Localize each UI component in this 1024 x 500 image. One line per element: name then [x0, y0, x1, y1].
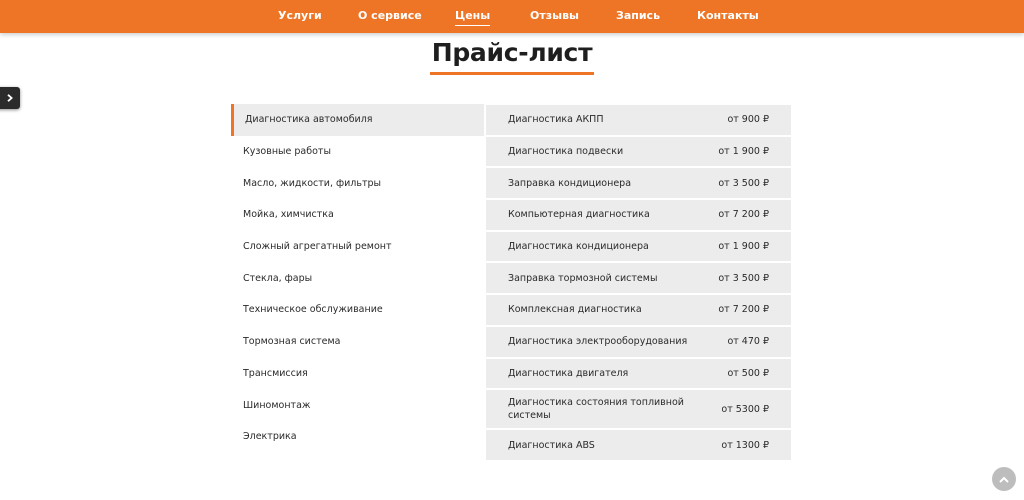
page-title: Прайс-лист: [430, 36, 595, 75]
service-price: от 500 ₽: [727, 367, 769, 379]
price-row: [486, 168, 791, 198]
service-price: от 1300 ₽: [721, 439, 769, 451]
price-row: [486, 295, 791, 325]
category-item-body-work[interactable]: Кузовные работы: [243, 146, 331, 158]
category-item-complex-repair[interactable]: Сложный агрегатный ремонт: [243, 241, 392, 253]
service-name: Диагностика состояния топливной системы: [508, 397, 684, 422]
top-navigation: [0, 0, 1024, 33]
nav-item-reviews[interactable]: Отзывы: [530, 9, 579, 22]
service-name: Диагностика электрооборудования: [508, 336, 688, 348]
price-row: [486, 232, 791, 262]
price-row: [486, 137, 791, 167]
category-item-oil-fluids-filters[interactable]: Масло, жидкости, фильтры: [243, 177, 382, 189]
category-item-brake-system[interactable]: Тормозная система: [243, 336, 341, 348]
category-item-wash-cleaning[interactable]: Мойка, химчистка: [243, 209, 334, 221]
side-panel-toggle-button[interactable]: [0, 87, 20, 109]
nav-item-about[interactable]: О сервисе: [358, 9, 422, 22]
service-name: Заправка тормозной системы: [508, 272, 658, 284]
service-name: Компьютерная диагностика: [508, 209, 650, 221]
price-row: [486, 430, 791, 460]
category-item-electrics[interactable]: Электрика: [243, 431, 297, 443]
price-table: [486, 105, 791, 462]
service-name: Диагностика АКПП: [508, 114, 604, 126]
price-row: [486, 263, 791, 293]
nav-item-contacts[interactable]: Контакты: [697, 9, 759, 22]
category-item-transmission[interactable]: Трансмиссия: [243, 367, 308, 379]
service-price: от 3 500 ₽: [718, 177, 769, 189]
service-price: от 470 ₽: [727, 336, 769, 348]
service-price: от 900 ₽: [727, 114, 769, 126]
category-item-tire-service[interactable]: Шиномонтаж: [243, 399, 311, 411]
service-name: Диагностика подвески: [508, 146, 624, 158]
price-row: [486, 327, 791, 357]
service-name: Заправка кондиционера: [508, 177, 632, 189]
category-list: [231, 104, 484, 453]
category-item-maintenance[interactable]: Техническое обслуживание: [243, 304, 383, 316]
nav-item-booking[interactable]: Запись: [616, 9, 661, 22]
service-price: от 1 900 ₽: [718, 146, 769, 158]
service-price: от 3 500 ₽: [718, 272, 769, 284]
chevron-right-icon: [7, 94, 13, 102]
price-row: [486, 105, 791, 135]
page-title-wrapper: [0, 36, 1024, 75]
service-price: от 7 200 ₽: [718, 304, 769, 316]
service-name: Диагностика ABS: [508, 439, 595, 451]
service-price: от 7 200 ₽: [718, 209, 769, 221]
nav-item-prices[interactable]: Цены: [455, 9, 491, 22]
scroll-to-top-button[interactable]: [992, 467, 1016, 491]
price-row: [486, 200, 791, 230]
service-name: Диагностика двигателя: [508, 367, 629, 379]
service-price: от 1 900 ₽: [718, 241, 769, 253]
category-item-diagnostics[interactable]: Диагностика автомобиля: [231, 104, 484, 136]
price-row: [486, 390, 791, 428]
price-row: [486, 359, 791, 389]
chevron-up-icon: [999, 476, 1009, 483]
category-item-glass-headlights[interactable]: Стекла, фары: [243, 272, 313, 284]
service-name: Комплексная диагностика: [508, 304, 642, 316]
service-name: Диагностика кондиционера: [508, 241, 649, 253]
nav-item-services[interactable]: Услуги: [278, 9, 322, 22]
service-price: от 5300 ₽: [721, 403, 769, 415]
